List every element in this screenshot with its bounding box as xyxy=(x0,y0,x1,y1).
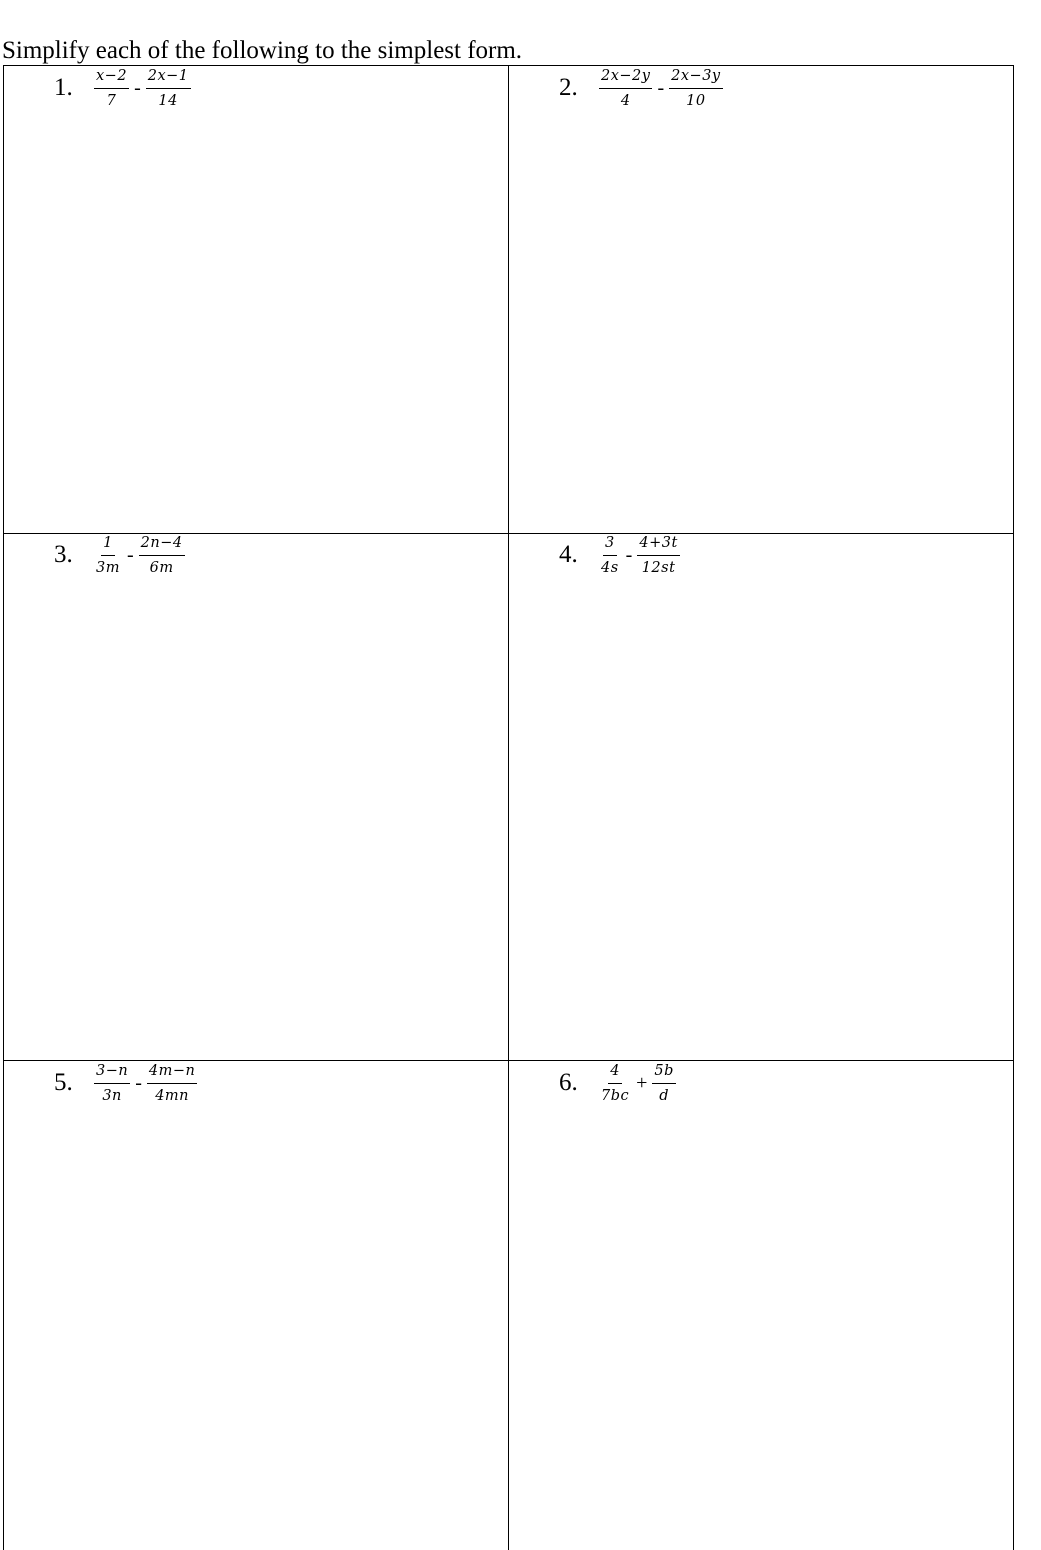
numerator: 4m−n xyxy=(147,1062,197,1084)
denominator: 6m xyxy=(149,559,174,576)
fraction-left xyxy=(599,534,621,577)
problem-number: 1. xyxy=(54,74,73,101)
fraction-right xyxy=(637,534,679,577)
denominator: 4 xyxy=(620,92,631,109)
instruction-text: Simplify each of the following to the simplest form. xyxy=(2,37,523,64)
numerator: 1 xyxy=(101,534,115,556)
problem-number: 3. xyxy=(54,541,73,568)
fraction-right xyxy=(652,1062,676,1105)
fraction-right xyxy=(139,534,185,577)
denominator: 7 xyxy=(106,92,117,109)
numerator: 3 xyxy=(603,534,617,556)
numerator: 2n−4 xyxy=(139,534,185,556)
numerator: 5b xyxy=(652,1062,676,1084)
denominator: 4s xyxy=(601,559,619,576)
denominator: 10 xyxy=(686,92,706,109)
problem-grid xyxy=(3,65,1014,1550)
denominator: 12st xyxy=(641,559,676,576)
problem-number: 4. xyxy=(559,541,578,568)
problem-number: 6. xyxy=(559,1069,578,1096)
operator: - xyxy=(134,77,141,99)
operator: - xyxy=(126,544,134,566)
fraction-left xyxy=(94,67,129,110)
problem-1 xyxy=(54,63,191,113)
numerator: 3−n xyxy=(94,1062,130,1084)
fraction-left xyxy=(94,534,122,577)
problem-3 xyxy=(54,530,185,580)
denominator: 7bc xyxy=(601,1087,630,1104)
numerator: 4+3t xyxy=(637,534,679,556)
numerator: x−2 xyxy=(94,67,129,89)
numerator: 4 xyxy=(608,1062,622,1084)
fraction-left xyxy=(599,1062,631,1105)
problem-5 xyxy=(54,1058,197,1108)
fraction-right xyxy=(146,67,191,110)
fraction-right xyxy=(669,67,722,110)
numerator: 2x−3y xyxy=(669,67,722,89)
denominator: 3n xyxy=(102,1087,122,1104)
numerator: 2x−2y xyxy=(599,67,652,89)
problem-number: 2. xyxy=(559,74,578,101)
operator: - xyxy=(625,544,633,566)
denominator: 14 xyxy=(158,92,178,109)
fraction-left xyxy=(599,67,652,110)
column-divider xyxy=(508,66,509,1550)
problem-4 xyxy=(559,530,680,580)
operator: - xyxy=(135,1072,142,1094)
problem-6 xyxy=(559,1058,676,1108)
fraction-right xyxy=(147,1062,197,1105)
problem-2 xyxy=(559,63,723,113)
fraction-left xyxy=(94,1062,130,1105)
denominator: d xyxy=(659,1087,670,1104)
problem-number: 5. xyxy=(54,1069,73,1096)
numerator: 2x−1 xyxy=(146,67,191,89)
denominator: 3m xyxy=(96,559,120,576)
denominator: 4mn xyxy=(155,1087,190,1104)
operator: - xyxy=(657,77,665,99)
operator: + xyxy=(636,1072,648,1094)
